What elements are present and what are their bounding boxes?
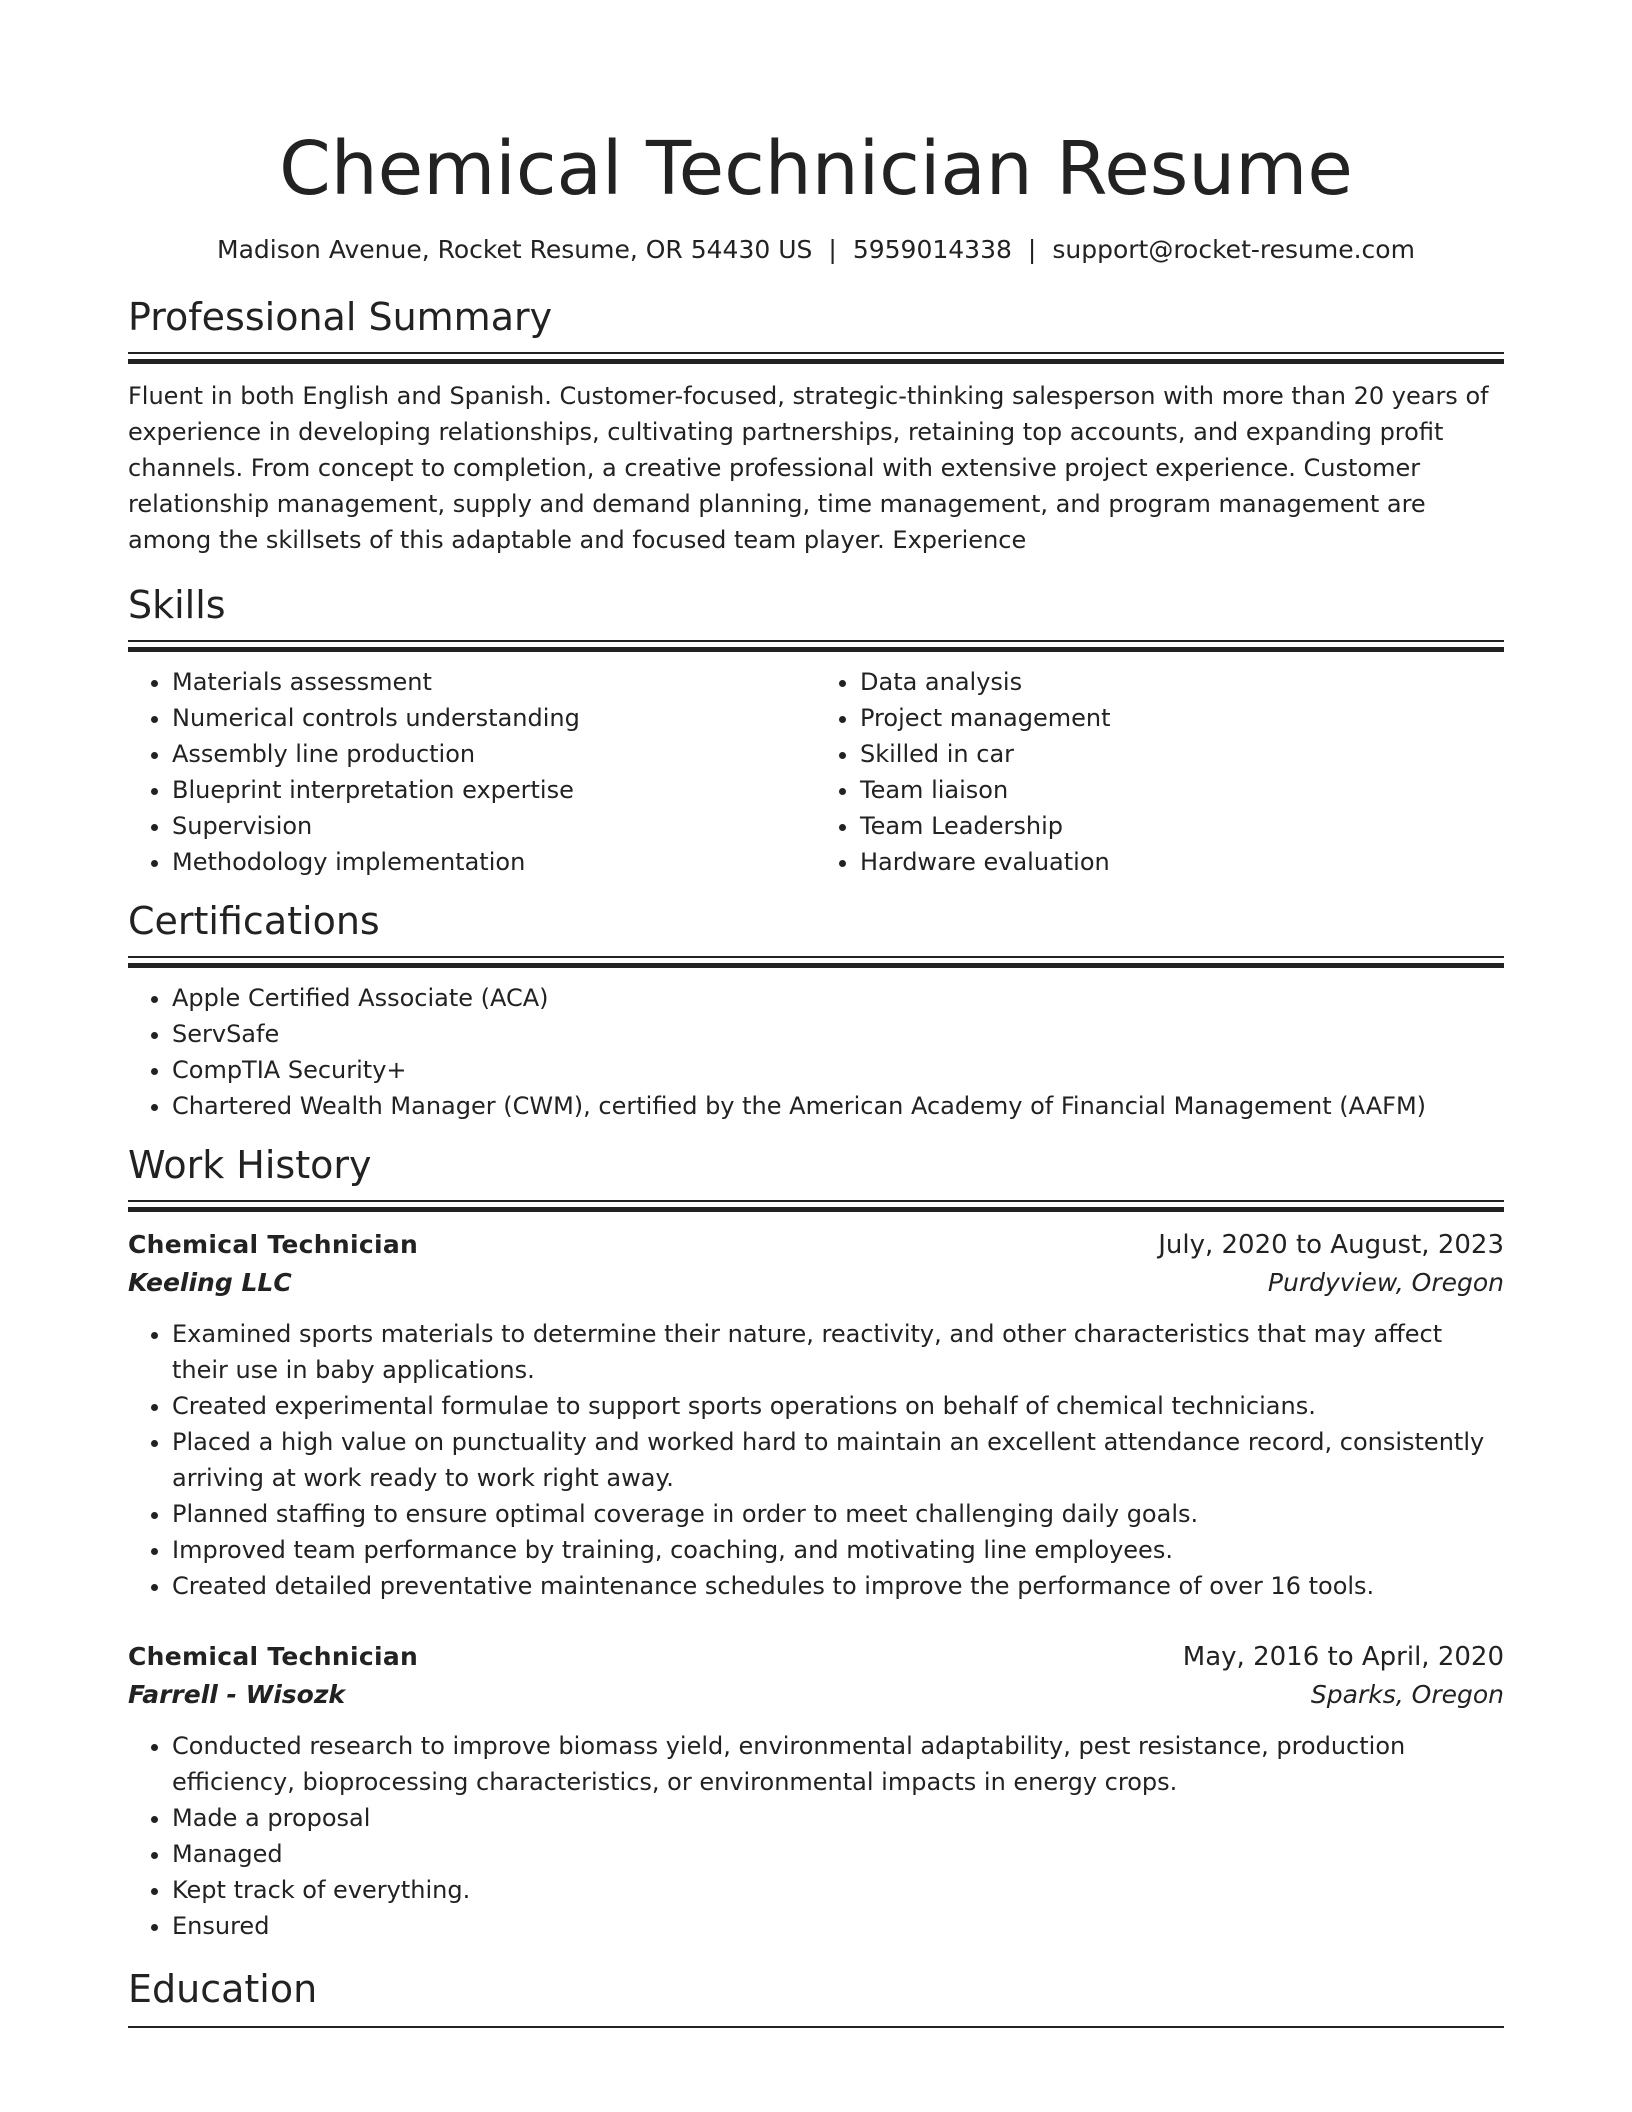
summary-section (128, 294, 1504, 558)
job-bullet: • Improved team performance by training, coaching, and motivating line employees. (172, 1532, 1504, 1568)
job-dates: May, 2016 to April, 2020 (1182, 1642, 1504, 1672)
skill-item: • Methodology implementation (172, 844, 816, 880)
skills-section (128, 582, 1504, 880)
skill-item: • Team Leadership (860, 808, 1504, 844)
work-history-heading: Work History (128, 1143, 372, 1187)
certification-item: • CompTIA Security+ (172, 1052, 1504, 1088)
job-company-row (128, 1676, 1504, 1714)
job-bullet: • Examined sports materials to determine their nature, reactivity, and other characteristics that may affect their use in baby applications. (172, 1316, 1504, 1388)
skills-heading: Skills (128, 583, 226, 627)
job-company: Farrell - Wisozk (128, 1680, 345, 1709)
contact-address: Madison Avenue, Rocket Resume, OR 54430 US (217, 235, 813, 264)
work-history-section (128, 1142, 1504, 1944)
skills-list-left (128, 664, 816, 880)
job-location: Purdyview, Oregon (1267, 1268, 1504, 1297)
job-bullet: • Ensured (172, 1908, 1504, 1944)
skill-item: • Data analysis (860, 664, 1504, 700)
summary-text: Fluent in both English and Spanish. Customer-focused, strategic-thinking salesperson with more than 20 years of experience in developing relationships, cultivating partnerships, retaining top accounts, and expanding profit channels. From concept to completion, a creative professional with extensive project experience. Customer relationship management, supply and demand planning, time management, and program management are among the skillsets of this adaptable and focused team player. Experience (128, 382, 1489, 554)
section-divider (128, 640, 1504, 652)
job-title: Chemical Technician (128, 1230, 419, 1259)
page-title: Chemical Technician Resume (279, 126, 1353, 212)
job-entry (128, 1638, 1504, 1944)
section-divider (128, 352, 1504, 364)
job-bullet: • Placed a high value on punctuality and worked hard to maintain an excellent attendance record, consistently arriving at work ready to work right away. (172, 1424, 1504, 1496)
job-bullet: • Created experimental formulae to support sports operations on behalf of chemical technicians. (172, 1388, 1504, 1424)
job-dates: July, 2020 to August, 2023 (1158, 1230, 1504, 1260)
section-divider (128, 1200, 1504, 1212)
skills-list-right (816, 664, 1504, 880)
job-company-row (128, 1264, 1504, 1302)
skills-grid (128, 664, 1504, 880)
section-divider (128, 956, 1504, 968)
skill-item: • Team liaison (860, 772, 1504, 808)
skill-item: • Hardware evaluation (860, 844, 1504, 880)
resume-page (128, 0, 1504, 2028)
skill-item: • Assembly line production (172, 736, 816, 772)
certifications-list (128, 980, 1504, 1124)
skill-item: • Skilled in car (860, 736, 1504, 772)
job-company: Keeling LLC (128, 1268, 292, 1297)
education-section (128, 1966, 1504, 2028)
job-bullet: • Planned staffing to ensure optimal coverage in order to meet challenging daily goals. (172, 1496, 1504, 1532)
skill-item: • Numerical controls understanding (172, 700, 816, 736)
contact-line (128, 234, 1504, 266)
job-bullet: • Managed (172, 1836, 1504, 1872)
job-title: Chemical Technician (128, 1642, 419, 1671)
job-bullets (128, 1728, 1504, 1944)
contact-separator: | (828, 235, 837, 264)
certification-item: • Chartered Wealth Manager (CWM), certified by the American Academy of Financial Management (AAFM) (172, 1088, 1504, 1124)
contact-email[interactable]: support@rocket-resume.com (1052, 235, 1415, 264)
skill-item: • Project management (860, 700, 1504, 736)
job-bullet: • Created detailed preventative maintenance schedules to improve the performance of over 16 tools. (172, 1568, 1504, 1604)
certification-item: • ServSafe (172, 1016, 1504, 1052)
skill-item: • Supervision (172, 808, 816, 844)
section-divider (128, 2026, 1504, 2028)
contact-phone: 5959014338 (852, 235, 1012, 264)
job-location: Sparks, Oregon (1310, 1680, 1504, 1709)
skill-item: • Materials assessment (172, 664, 816, 700)
job-bullet: • Made a proposal (172, 1800, 1504, 1836)
skill-item: • Blueprint interpretation expertise (172, 772, 816, 808)
contact-separator: | (1027, 235, 1037, 264)
summary-heading: Professional Summary (128, 295, 553, 339)
certification-item: • Apple Certified Associate (ACA) (172, 980, 1504, 1016)
job-bullet: • Conducted research to improve biomass yield, environmental adaptability, pest resistance, production efficiency, bioprocessing characteristics, or environmental impacts in energy crops. (172, 1728, 1504, 1800)
job-bullets (128, 1316, 1504, 1604)
certifications-section (128, 898, 1504, 1124)
education-heading: Education (128, 1967, 318, 2011)
certifications-heading: Certifications (128, 899, 380, 943)
job-header-row (128, 1638, 1504, 1676)
job-bullet: • Kept track of everything. (172, 1872, 1504, 1908)
job-header-row (128, 1226, 1504, 1264)
job-entry (128, 1226, 1504, 1604)
